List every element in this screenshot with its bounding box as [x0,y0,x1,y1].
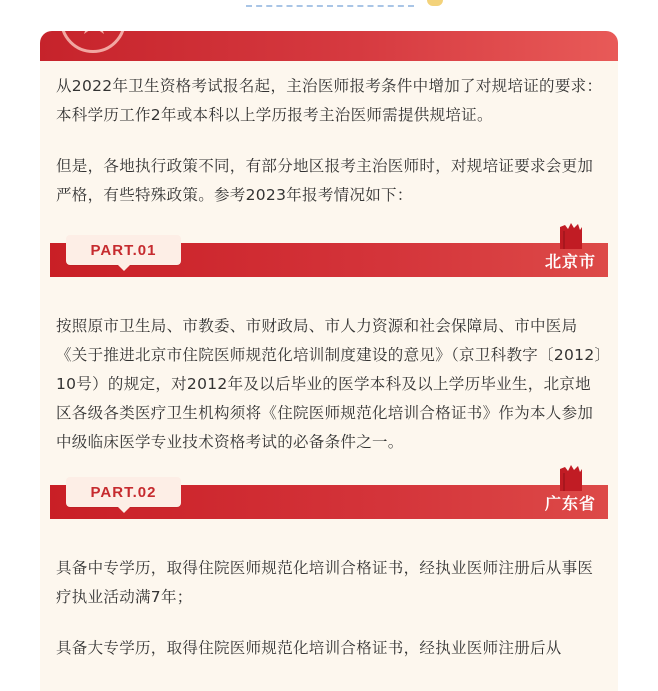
flag-icon [556,463,586,491]
section-2-body-1: 具备中专学历，取得住院医师规范化培训合格证书，经执业医师注册后从事医疗执业活动满7年； [56,559,594,606]
sun-icon [427,0,443,6]
flag-icon [556,221,586,249]
part-label: PART.02 [66,477,181,507]
intro-paragraph-2: 但是，各地执行政策不同，有部分地区报考主治医师时，对规培证要求会更加严格，有些特殊政策。参考2023年报考情况如下： [56,157,594,204]
section-header-beijing [50,243,608,277]
star-emblem-icon [60,31,126,53]
part-label: PART.01 [66,235,181,265]
dashed-divider [246,2,414,7]
article-card [40,31,618,691]
section-header-guangdong [50,485,608,519]
region-name: 北京市 [544,252,596,271]
section-1-body: 按照原市卫生局、市教委、市财政局、市人力资源和社会保障局、市中医局《关于推进北京市住院医师规范化培训制度建设的意见》（京卫科教字〔2012〕10号）的规定，对2012年及以后毕业的医学本科及以上学历毕业生，北京地区各级各类医疗卫生机构须将《住院医师规范化培训合格证书》作为本人参加中级临床医学专业技术资格考试的必备条件之一。 [56,317,603,451]
intro-paragraph-1: 从2022年卫生资格考试报名起，主治医师报考条件中增加了对规培证的要求：本科学历工作2年或本科以上学历报考主治医师需提供规培证。 [56,77,603,124]
section-2-body-2: 具备大专学历，取得住院医师规范化培训合格证书，经执业医师注册后从 [56,639,562,657]
region-name: 广东省 [544,494,596,513]
card-header-banner [40,31,618,61]
